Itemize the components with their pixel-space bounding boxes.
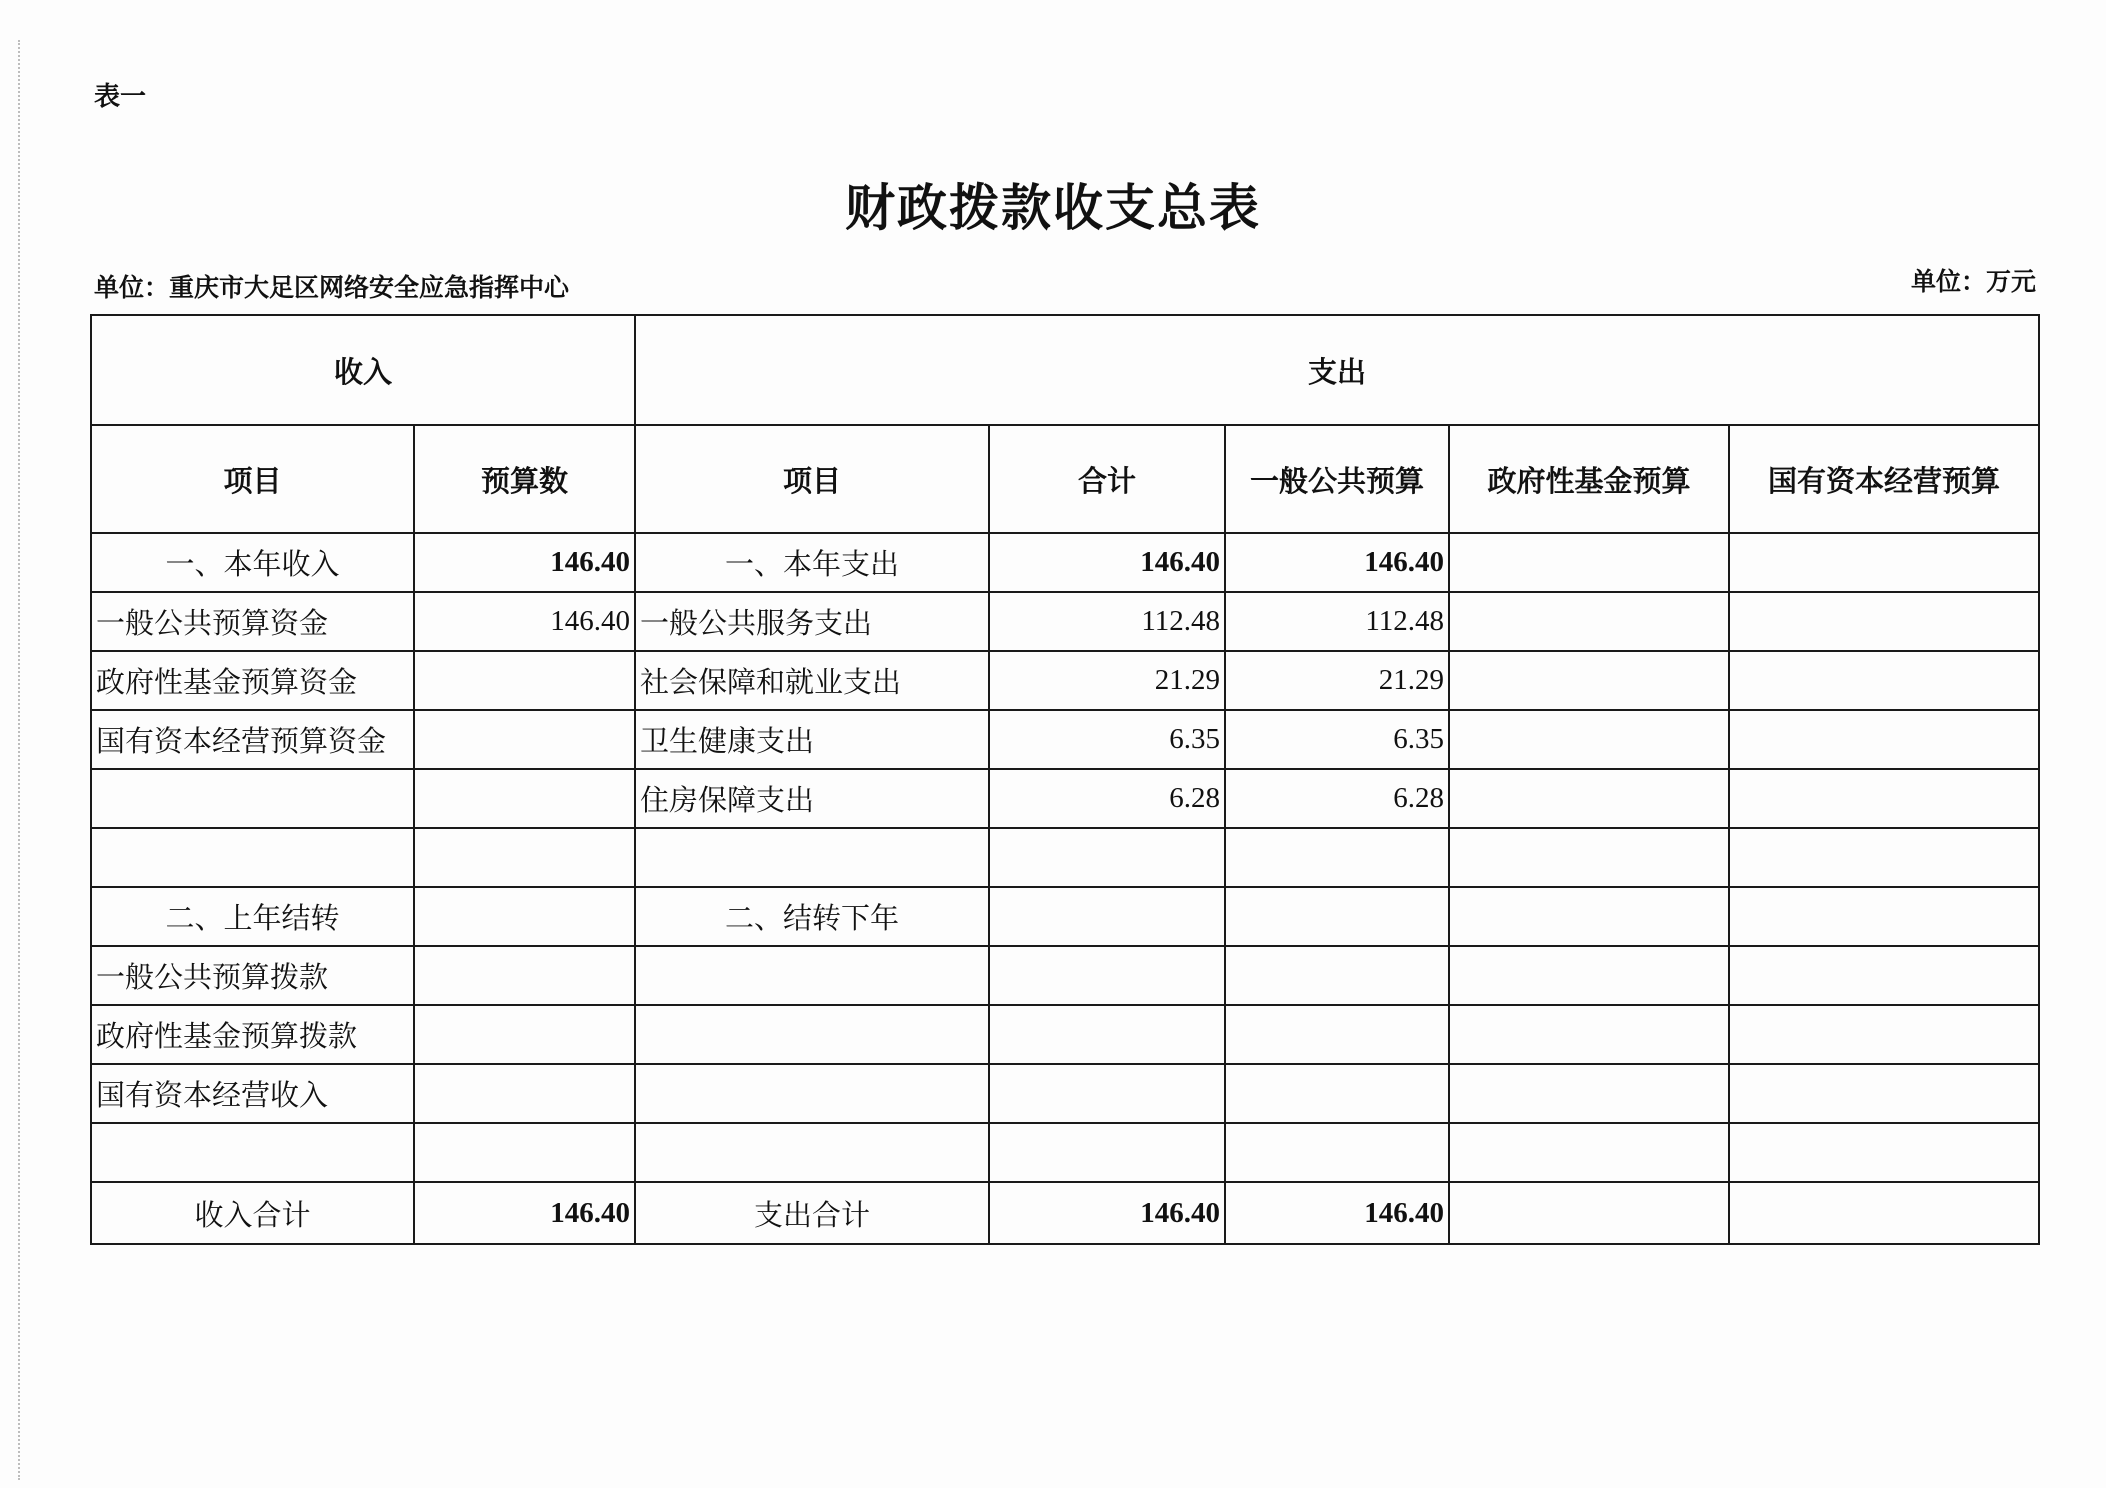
exp-fund-header: 政府性基金预算	[1449, 425, 1729, 533]
table-row	[91, 710, 2039, 769]
income-budget	[414, 887, 635, 946]
exp-general-total: 146.40	[1225, 1182, 1449, 1244]
exp-state	[1729, 1005, 2039, 1064]
table-number: 表一	[94, 82, 147, 112]
exp-general: 21.29	[1225, 651, 1449, 710]
income-budget: 146.40	[414, 533, 635, 592]
exp-state	[1729, 887, 2039, 946]
exp-general: 6.28	[1225, 769, 1449, 828]
exp-fund-total	[1449, 1182, 1729, 1244]
exp-general-header: 一般公共预算	[1225, 425, 1449, 533]
exp-fund	[1449, 1005, 1729, 1064]
exp-fund	[1449, 710, 1729, 769]
exp-general	[1225, 1123, 1449, 1182]
exp-general: 146.40	[1225, 533, 1449, 592]
income-item: 一、本年收入	[91, 533, 414, 592]
exp-item: 住房保障支出	[635, 769, 989, 828]
exp-state	[1729, 946, 2039, 1005]
income-item: 一般公共预算资金	[91, 592, 414, 651]
table-row	[91, 651, 2039, 710]
income-item	[91, 769, 414, 828]
exp-general	[1225, 946, 1449, 1005]
exp-total	[989, 1005, 1225, 1064]
exp-fund	[1449, 592, 1729, 651]
exp-total: 21.29	[989, 651, 1225, 710]
income-total-label: 收入合计	[91, 1182, 414, 1244]
binding-margin-line	[18, 40, 20, 1480]
income-budget: 146.40	[414, 592, 635, 651]
exp-item-header: 项目	[635, 425, 989, 533]
table-row	[91, 1123, 2039, 1182]
currency-unit: 单位：万元	[1910, 267, 2036, 296]
exp-item	[635, 1123, 989, 1182]
exp-total: 6.35	[989, 710, 1225, 769]
table-row	[91, 887, 2039, 946]
income-budget	[414, 769, 635, 828]
income-item: 国有资本经营预算资金	[91, 710, 414, 769]
exp-general	[1225, 887, 1449, 946]
income-budget-header: 预算数	[414, 425, 635, 533]
table-row	[91, 592, 2039, 651]
exp-fund	[1449, 946, 1729, 1005]
exp-total: 146.40	[989, 533, 1225, 592]
exp-item: 一、本年支出	[635, 533, 989, 592]
income-total-value: 146.40	[414, 1182, 635, 1244]
exp-item	[635, 1005, 989, 1064]
income-item	[91, 828, 414, 887]
exp-fund	[1449, 533, 1729, 592]
header-row-top	[91, 315, 2039, 425]
exp-state	[1729, 1123, 2039, 1182]
exp-total	[989, 828, 1225, 887]
exp-total-header: 合计	[989, 425, 1225, 533]
exp-item: 一般公共服务支出	[635, 592, 989, 651]
income-item: 政府性基金预算拨款	[91, 1005, 414, 1064]
exp-general	[1225, 828, 1449, 887]
income-budget	[414, 1005, 635, 1064]
page-title: 财政拨款收支总表	[845, 178, 1261, 237]
table-row	[91, 828, 2039, 887]
exp-general: 112.48	[1225, 592, 1449, 651]
exp-fund	[1449, 1123, 1729, 1182]
exp-general	[1225, 1064, 1449, 1123]
exp-total	[989, 1064, 1225, 1123]
exp-state	[1729, 1064, 2039, 1123]
income-item: 政府性基金预算资金	[91, 651, 414, 710]
exp-item	[635, 1064, 989, 1123]
table-row	[91, 769, 2039, 828]
income-item-header: 项目	[91, 425, 414, 533]
exp-total: 112.48	[989, 592, 1225, 651]
exp-state	[1729, 651, 2039, 710]
exp-fund	[1449, 651, 1729, 710]
exp-state	[1729, 828, 2039, 887]
exp-fund	[1449, 887, 1729, 946]
exp-fund	[1449, 1064, 1729, 1123]
exp-item: 社会保障和就业支出	[635, 651, 989, 710]
exp-state	[1729, 592, 2039, 651]
exp-total	[989, 1123, 1225, 1182]
exp-total-value: 146.40	[989, 1182, 1225, 1244]
income-header: 收入	[91, 315, 635, 425]
organization-unit: 单位：重庆市大足区网络安全应急指挥中心	[94, 273, 570, 302]
exp-total	[989, 887, 1225, 946]
exp-general	[1225, 1005, 1449, 1064]
exp-fund	[1449, 828, 1729, 887]
exp-item	[635, 828, 989, 887]
exp-state	[1729, 769, 2039, 828]
income-budget	[414, 828, 635, 887]
exp-state	[1729, 533, 2039, 592]
exp-item: 卫生健康支出	[635, 710, 989, 769]
expenditure-header: 支出	[635, 315, 2039, 425]
exp-state	[1729, 710, 2039, 769]
table-row	[91, 946, 2039, 1005]
budget-table	[90, 314, 2040, 1245]
exp-general: 6.35	[1225, 710, 1449, 769]
exp-total: 6.28	[989, 769, 1225, 828]
table-row	[91, 533, 2039, 592]
exp-total-label: 支出合计	[635, 1182, 989, 1244]
income-budget	[414, 651, 635, 710]
header-row-sub	[91, 425, 2039, 533]
exp-total	[989, 946, 1225, 1005]
income-budget	[414, 1123, 635, 1182]
exp-item: 二、结转下年	[635, 887, 989, 946]
table-row	[91, 1005, 2039, 1064]
totals-row	[91, 1182, 2039, 1244]
exp-item	[635, 946, 989, 1005]
income-item: 一般公共预算拨款	[91, 946, 414, 1005]
income-item: 二、上年结转	[91, 887, 414, 946]
income-item	[91, 1123, 414, 1182]
exp-state-total	[1729, 1182, 2039, 1244]
income-item: 国有资本经营收入	[91, 1064, 414, 1123]
income-budget	[414, 1064, 635, 1123]
income-budget	[414, 946, 635, 1005]
exp-fund	[1449, 769, 1729, 828]
exp-state-header: 国有资本经营预算	[1729, 425, 2039, 533]
income-budget	[414, 710, 635, 769]
table-row	[91, 1064, 2039, 1123]
